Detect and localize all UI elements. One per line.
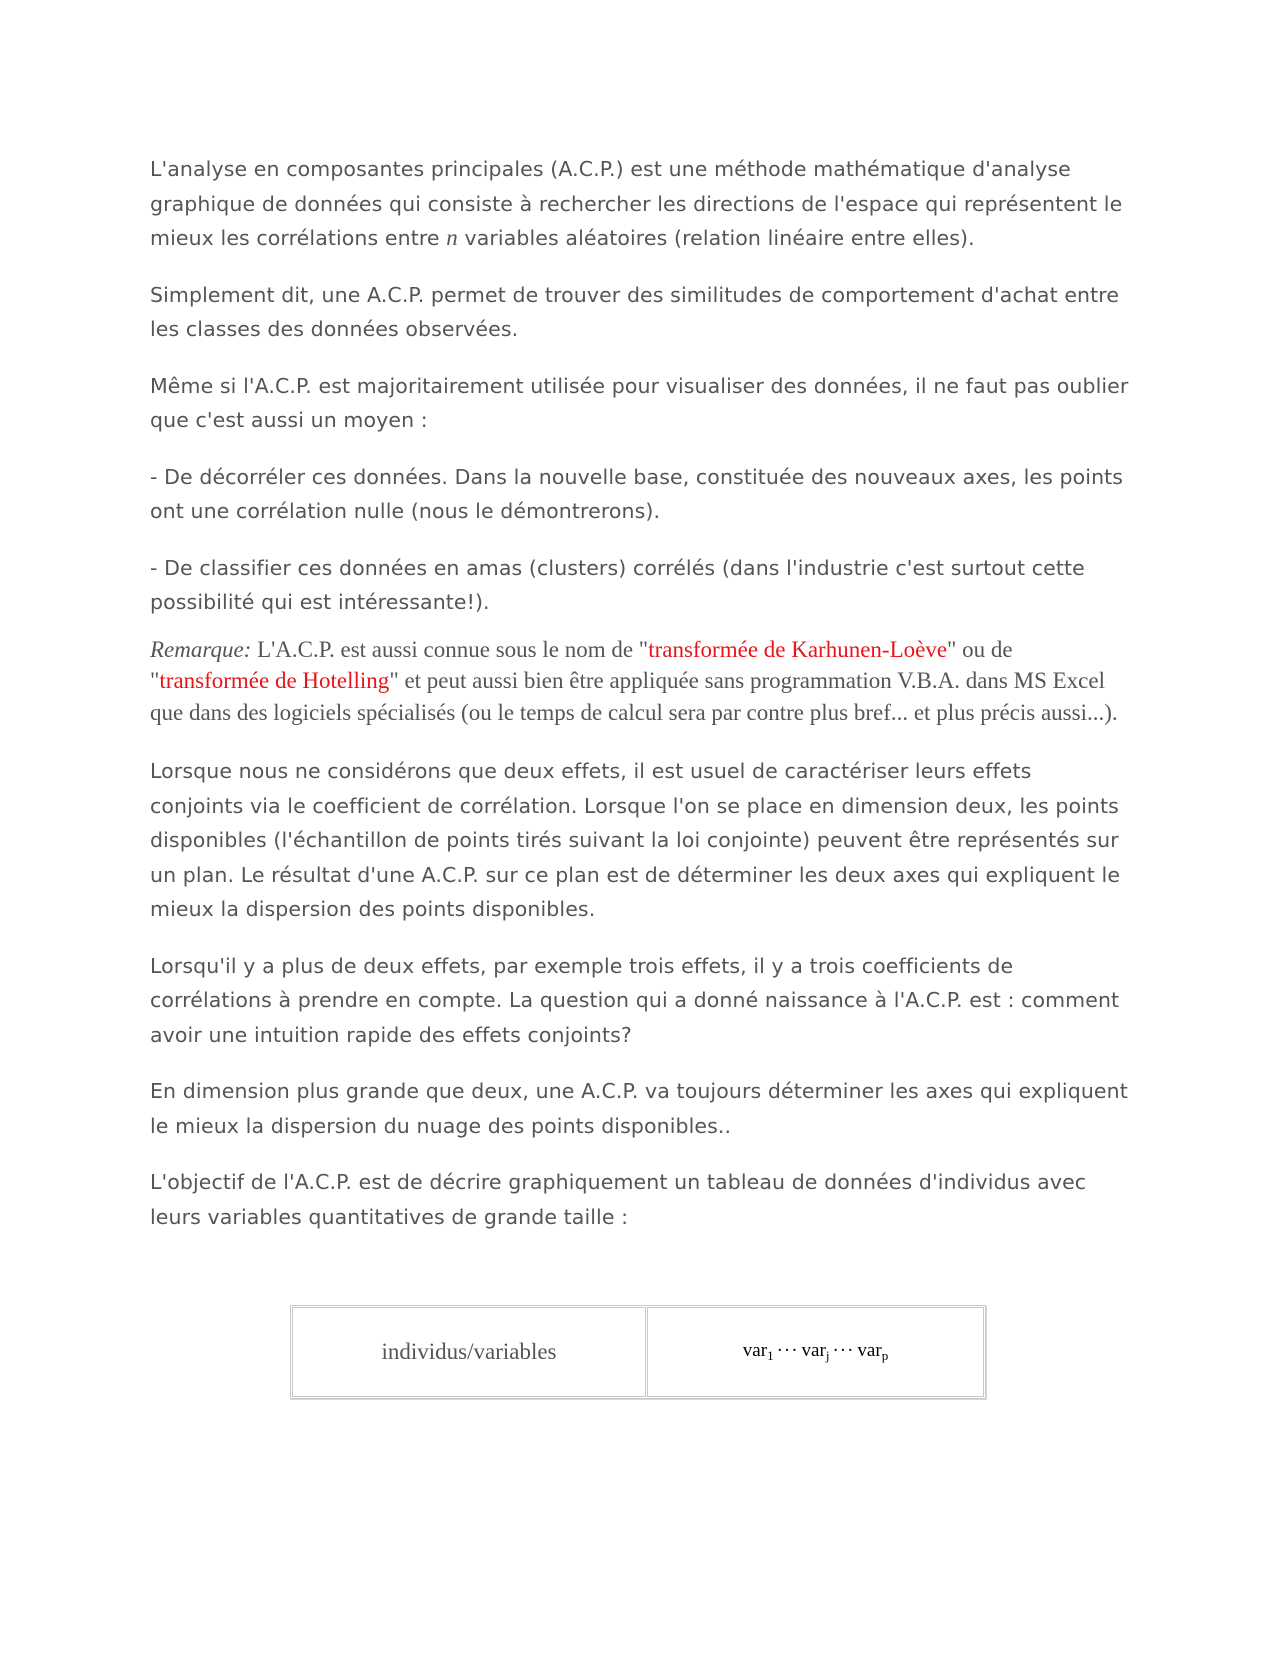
paragraph-classifier: - De classifier ces données en amas (clusters) corrélés (dans l'industrie c'est surtout cette possibilité qui est intéressante!). [150, 555, 1085, 614]
paragraph-lorsque-deux: Lorsque nous ne considérons que deux effets, il est usuel de caractériser leurs effets conjoints via le coefficient de corrélation. Lorsque l'on se place en dimension deux, les points disponibles (l'échantillon de points tirés suivant la loi conjointe) peuvent être représentés sur un plan. Le résultat d'une A.C.P. sur ce plan est de déterminer les deux axes qui expliquent le mieux la dispersion des points disponibles. [150, 759, 1121, 921]
link-hotelling[interactable]: transformée de Hotelling [159, 668, 390, 693]
data-table [290, 1305, 986, 1399]
document-body [150, 152, 1130, 1256]
table-header-formula [647, 1307, 984, 1397]
italic-n: n [446, 225, 458, 250]
remark-label: Remarque: [150, 636, 252, 662]
link-karhunen-loeve[interactable]: transformée de Karhunen-Loève [648, 636, 948, 662]
paragraph-objectif: L'objectif de l'A.C.P. est de décrire graphiquement un tableau de données d'individus avec leurs variables quantitatives de grande taille : [150, 1170, 1087, 1229]
paragraph-lorsqu-plus: Lorsqu'il y a plus de deux effets, par exemple trois effets, il y a trois coefficients de corrélations à prendre en compte. La question qui a donné naissance à l'A.C.P. est : comment avoir une intuition rapide des effets conjoints? [150, 953, 1120, 1047]
paragraph-decorreler: - De décorréler ces données. Dans la nouvelle base, constituée des nouveaux axes, les points ont une corrélation nulle (nous le démontrerons). [150, 464, 1124, 523]
paragraph-meme-si: Même si l'A.C.P. est majoritairement utilisée pour visualiser des données, il ne faut pas oublier que c'est aussi un moyen : [150, 373, 1129, 432]
paragraph-remarque: Remarque: L'A.C.P. est aussi connue sous le nom de "transformée de Karhunen-Loève" ou de "transformée de Hotelling" et peut aussi bien être appliquée sans programmation V.B.A. dans MS Excel que dans des logiciels spécialisés (ou le temps de calcul sera par contre plus bref... et plus précis aussi...). [150, 636, 1118, 725]
paragraph-intro: L'analyse en composantes principales (A.C.P.) est une méthode mathématique d'analyse graphique de données qui consiste à rechercher les directions de l'espace qui représentent le mieux les corrélations entre n variables aléatoires (relation linéaire entre elles). [150, 157, 1123, 250]
paragraph-simplement: Simplement dit, une A.C.P. permet de trouver des similitudes de comportement d'achat entre les classes des données observées. [150, 282, 1120, 341]
variables-formula: var$_1$ ··· var$_j$ ··· var$_p$ [742, 1340, 889, 1363]
paragraph-dimension: En dimension plus grande que deux, une A.C.P. va toujours déterminer les axes qui expliquent le mieux la dispersion du nuage des points disponibles.. [150, 1079, 1128, 1138]
table-header-individus: individus/variables [292, 1307, 646, 1397]
